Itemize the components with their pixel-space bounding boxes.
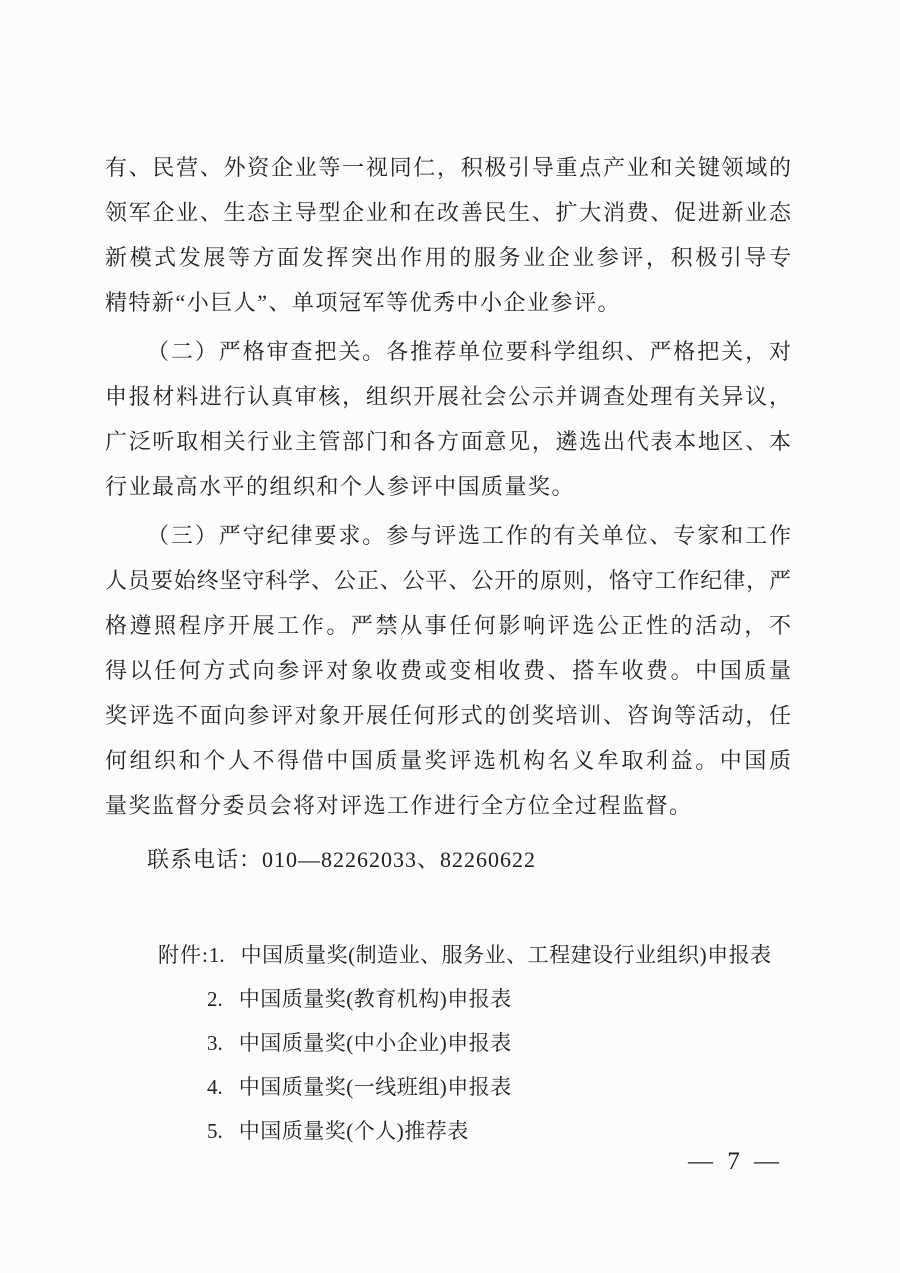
- paragraph-3-heading-line: （三）严守纪律要求。参与评选工作的有关单位、专家和工作: [147, 523, 791, 548]
- body-line: 领军企业、生态主导型企业和在改善民生、扩大消费、促进新业态: [105, 200, 791, 225]
- body-line: 广泛听取相关行业主管部门和各方面意见，遴选出代表本地区、本: [105, 429, 791, 454]
- attachment-title: 中国质量奖(个人)推荐表: [238, 1119, 469, 1143]
- document-body: [105, 145, 791, 882]
- attachment-title: 中国质量奖(教育机构)申报表: [238, 987, 512, 1011]
- body-line: 得以任何方式向参评对象收费或变相收费、搭车收费。中国质量: [105, 658, 791, 683]
- attachment-number: 1.: [208, 943, 225, 967]
- page-number: — 7 —: [688, 1148, 780, 1175]
- attachment-title: 中国质量奖(一线班组)申报表: [238, 1075, 512, 1099]
- body-line: 何组织和个人不得借中国质量奖评选机构名义牟取利益。中国质: [105, 748, 791, 773]
- body-line: 有、民营、外资企业等一视同仁，积极引导重点产业和关键领域的: [105, 155, 791, 180]
- body-line: 量奖监督分委员会将对评选工作进行全方位全过程监督。: [105, 793, 693, 818]
- body-line: 奖评选不面向参评对象开展任何形式的创奖培训、咨询等活动，任: [105, 703, 791, 728]
- paragraph-2-heading-line: （二）严格审查把关。各推荐单位要科学组织、严格把关，对: [147, 339, 791, 364]
- body-line: 格遵照程序开展工作。严禁从事任何影响评选公正性的活动，不: [105, 613, 791, 638]
- body-line: 行业最高水平的组织和个人参评中国质量奖。: [105, 474, 576, 499]
- attachment-item: [207, 1109, 772, 1153]
- body-line: 新模式发展等方面发挥突出作用的服务业企业参评，积极引导专: [105, 245, 791, 270]
- attachment-number: 5.: [207, 1119, 223, 1143]
- attachment-number: 4.: [207, 1075, 223, 1099]
- contact-phone-line: 联系电话：010—82262033、82260622: [147, 847, 537, 872]
- body-line: 人员要始终坚守科学、公正、公平、公开的原则，恪守工作纪律，严: [105, 568, 791, 593]
- attachment-list: [158, 933, 772, 1153]
- attachment-number: 2.: [207, 987, 223, 1011]
- attachment-label: 附件:: [158, 943, 209, 967]
- attachment-title: 中国质量奖(制造业、服务业、工程建设行业组织)申报表: [240, 943, 772, 967]
- attachment-number: 3.: [207, 1031, 223, 1055]
- body-line: 精特新“小巨人”、单项冠军等优秀中小企业参评。: [105, 290, 622, 315]
- attachment-item: [207, 1065, 772, 1109]
- attachment-item: [207, 1021, 772, 1065]
- body-line: 申报材料进行认真审核，组织开展社会公示并调查处理有关异议，: [105, 384, 791, 409]
- attachment-item: [158, 933, 772, 977]
- attachment-title: 中国质量奖(中小企业)申报表: [238, 1031, 512, 1055]
- attachment-item: [207, 977, 772, 1021]
